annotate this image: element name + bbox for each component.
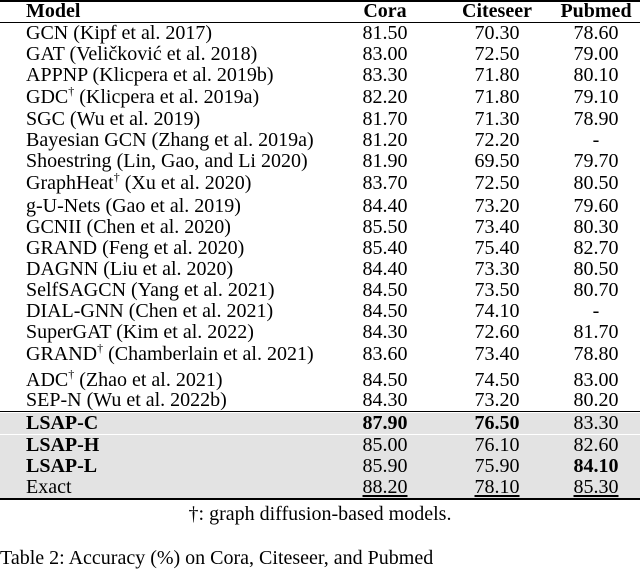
citeseer-value: 70.30 [474, 22, 520, 44]
model-name: LSAP-C [26, 412, 99, 434]
model-name: SelfSAGCN [26, 279, 127, 301]
model-citation: (Gao et al. 2019) [105, 195, 241, 217]
model-citation: (Zhao et al. 2021) [79, 369, 223, 391]
table-row [0, 84, 640, 108]
pubmed-value: 82.70 [573, 237, 619, 259]
pubmed-value: 78.60 [573, 22, 619, 44]
pubmed-value: 79.10 [573, 86, 619, 108]
model-cell [26, 238, 244, 258]
diffusion-marker: † [113, 170, 120, 184]
model-cell [26, 196, 241, 216]
table-row [0, 170, 640, 194]
model-cell [26, 217, 231, 237]
citeseer-value: 75.40 [474, 237, 520, 259]
model-name: Shoestring [26, 150, 112, 172]
citeseer-value: 73.40 [474, 216, 520, 238]
cora-value: 88.20 [362, 476, 408, 498]
citeseer-value: 71.80 [474, 86, 520, 108]
cora-value: 83.60 [362, 343, 408, 365]
table-row [0, 367, 640, 391]
pubmed-value: 80.10 [573, 64, 619, 86]
pubmed-value: 82.60 [573, 434, 619, 456]
table-row [0, 259, 640, 279]
model-name: DIAL-GNN [26, 300, 124, 322]
model-cell [26, 65, 274, 85]
cora-value: 84.50 [362, 300, 408, 322]
cora-value: 84.30 [362, 389, 408, 411]
model-citation: (Kipf et al. 2017) [73, 22, 213, 44]
pubmed-value: 80.50 [573, 258, 619, 280]
table-row [0, 322, 640, 342]
table-row [0, 130, 640, 150]
model-name: SuperGAT [26, 321, 112, 343]
cora-value: 83.70 [362, 172, 408, 194]
model-name: SEP-N [26, 389, 82, 411]
table-row [0, 217, 640, 237]
model-citation: (Xu et al. 2020) [124, 172, 252, 194]
table-row [0, 23, 640, 43]
cora-value: 84.40 [362, 195, 408, 217]
model-name: GRAND [26, 343, 98, 365]
table-row [0, 341, 640, 365]
model-name: SGC [26, 108, 65, 130]
cora-value: 82.20 [362, 86, 408, 108]
model-cell [26, 170, 252, 194]
citeseer-value: 76.50 [474, 412, 520, 434]
model-name: GraphHeat [26, 172, 114, 194]
table-row [0, 238, 640, 258]
model-cell [26, 151, 308, 171]
citeseer-value: 73.40 [474, 343, 520, 365]
model-cell [26, 280, 275, 300]
pubmed-value: 78.90 [573, 108, 619, 130]
model-cell [26, 301, 273, 321]
table-row [0, 44, 640, 64]
model-citation: (Kim et al. 2022) [116, 321, 254, 343]
citeseer-value: 72.50 [474, 172, 520, 194]
model-citation: (Chen et al. 2020) [86, 216, 231, 238]
model-name: g-U-Nets [26, 195, 101, 217]
model-name: APPNP [26, 64, 88, 86]
footnote: †: graph diffusion-based models. [188, 503, 452, 525]
model-name: GAT [26, 43, 65, 65]
table-row [0, 109, 640, 129]
model-cell [26, 341, 314, 365]
model-name: Bayesian GCN [26, 129, 147, 151]
pubmed-value: 84.10 [573, 455, 619, 477]
diffusion-marker: † [68, 367, 75, 381]
cora-value: 81.20 [362, 129, 408, 151]
cora-value: 87.90 [362, 412, 408, 434]
model-citation: (Lin, Gao, and Li 2020) [116, 150, 308, 172]
table-row [0, 456, 640, 477]
model-name: GCNII [26, 216, 82, 238]
table-row [0, 413, 640, 434]
model-cell [26, 322, 254, 342]
table-row [0, 151, 640, 171]
pubmed-value: 79.60 [573, 195, 619, 217]
citeseer-value: 69.50 [474, 150, 520, 172]
citeseer-value: 71.30 [474, 108, 520, 130]
model-cell [26, 259, 233, 279]
diffusion-marker: † [68, 84, 75, 98]
table-row [0, 196, 640, 216]
cora-value: 84.50 [362, 369, 408, 391]
header-pubmed: Pubmed [560, 0, 632, 22]
model-cell [26, 367, 223, 391]
cora-value: 84.40 [362, 258, 408, 280]
model-cell [26, 130, 314, 150]
citeseer-value: 74.50 [474, 369, 520, 391]
table-row [0, 390, 640, 410]
cora-value: 85.50 [362, 216, 408, 238]
model-citation: (Klicpera et al. 2019b) [92, 64, 274, 86]
citeseer-value: 74.10 [474, 300, 520, 322]
citeseer-value: 78.10 [474, 476, 520, 498]
cora-value: 84.50 [362, 279, 408, 301]
citeseer-value: 73.20 [474, 195, 520, 217]
model-name: DAGNN [26, 258, 99, 280]
cora-value: 83.30 [362, 64, 408, 86]
citeseer-value: 73.50 [474, 279, 520, 301]
model-cell [26, 23, 212, 43]
table-row [0, 477, 640, 498]
model-name: Exact [26, 476, 72, 498]
table-row [0, 435, 640, 456]
citeseer-value: 72.20 [474, 129, 520, 151]
cora-value: 81.50 [362, 22, 408, 44]
model-citation: (Zhang et al. 2019a) [151, 129, 314, 151]
pubmed-value: 78.80 [573, 343, 619, 365]
pubmed-value: 80.70 [573, 279, 619, 301]
cora-value: 84.30 [362, 321, 408, 343]
model-citation: (Chen et al. 2021) [128, 300, 274, 322]
pubmed-value: 81.70 [573, 321, 619, 343]
model-name: GDC [26, 86, 69, 108]
model-citation: (Feng et al. 2020) [102, 237, 245, 259]
model-name: GCN [26, 22, 69, 44]
pubmed-value: - [592, 300, 600, 322]
pubmed-value: 83.30 [573, 412, 619, 434]
model-citation: (Klicpera et al. 2019a) [79, 86, 260, 108]
header-model: Model [26, 0, 81, 22]
cora-value: 83.00 [362, 43, 408, 65]
citeseer-value: 76.10 [474, 434, 520, 456]
citeseer-value: 72.60 [474, 321, 520, 343]
table-row [0, 65, 640, 85]
pubmed-value: 83.00 [573, 369, 619, 391]
bottom-rule [0, 498, 640, 500]
model-name: ADC [26, 369, 69, 391]
diffusion-marker: † [97, 341, 104, 355]
pubmed-value: 80.20 [573, 389, 619, 411]
pubmed-value: 79.00 [573, 43, 619, 65]
cora-value: 85.40 [362, 237, 408, 259]
model-cell [26, 109, 200, 129]
header-cora: Cora [363, 0, 407, 22]
model-name: LSAP-L [26, 455, 98, 477]
table-row [0, 280, 640, 300]
table-row [0, 301, 640, 321]
citeseer-value: 71.80 [474, 64, 520, 86]
pubmed-value: 80.30 [573, 216, 619, 238]
header-row [0, 1, 640, 21]
model-name: GRAND [26, 237, 98, 259]
table-caption: Table 2: Accuracy (%) on Cora, Citeseer, and Pubmed [0, 547, 434, 569]
model-citation: (Veličković et al. 2018) [69, 43, 258, 65]
citeseer-value: 73.20 [474, 389, 520, 411]
model-cell [26, 390, 227, 410]
citeseer-value: 75.90 [474, 455, 520, 477]
cora-value: 85.00 [362, 434, 408, 456]
model-cell [26, 44, 257, 64]
cora-value: 81.70 [362, 108, 408, 130]
cora-value: 81.90 [362, 150, 408, 172]
cora-value: 85.90 [362, 455, 408, 477]
citeseer-value: 72.50 [474, 43, 520, 65]
model-citation: (Wu et al. 2019) [69, 108, 201, 130]
pubmed-value: - [592, 129, 600, 151]
model-citation: (Yang et al. 2021) [131, 279, 275, 301]
pubmed-value: 79.70 [573, 150, 619, 172]
pubmed-value: 80.50 [573, 172, 619, 194]
pubmed-value: 85.30 [573, 476, 619, 498]
model-citation: (Wu et al. 2022b) [86, 389, 227, 411]
model-name: LSAP-H [26, 434, 100, 456]
citeseer-value: 73.30 [474, 258, 520, 280]
model-cell [26, 84, 260, 108]
model-citation: (Liu et al. 2020) [103, 258, 234, 280]
header-citeseer: Citeseer [462, 0, 532, 22]
model-citation: (Chamberlain et al. 2021) [108, 343, 314, 365]
